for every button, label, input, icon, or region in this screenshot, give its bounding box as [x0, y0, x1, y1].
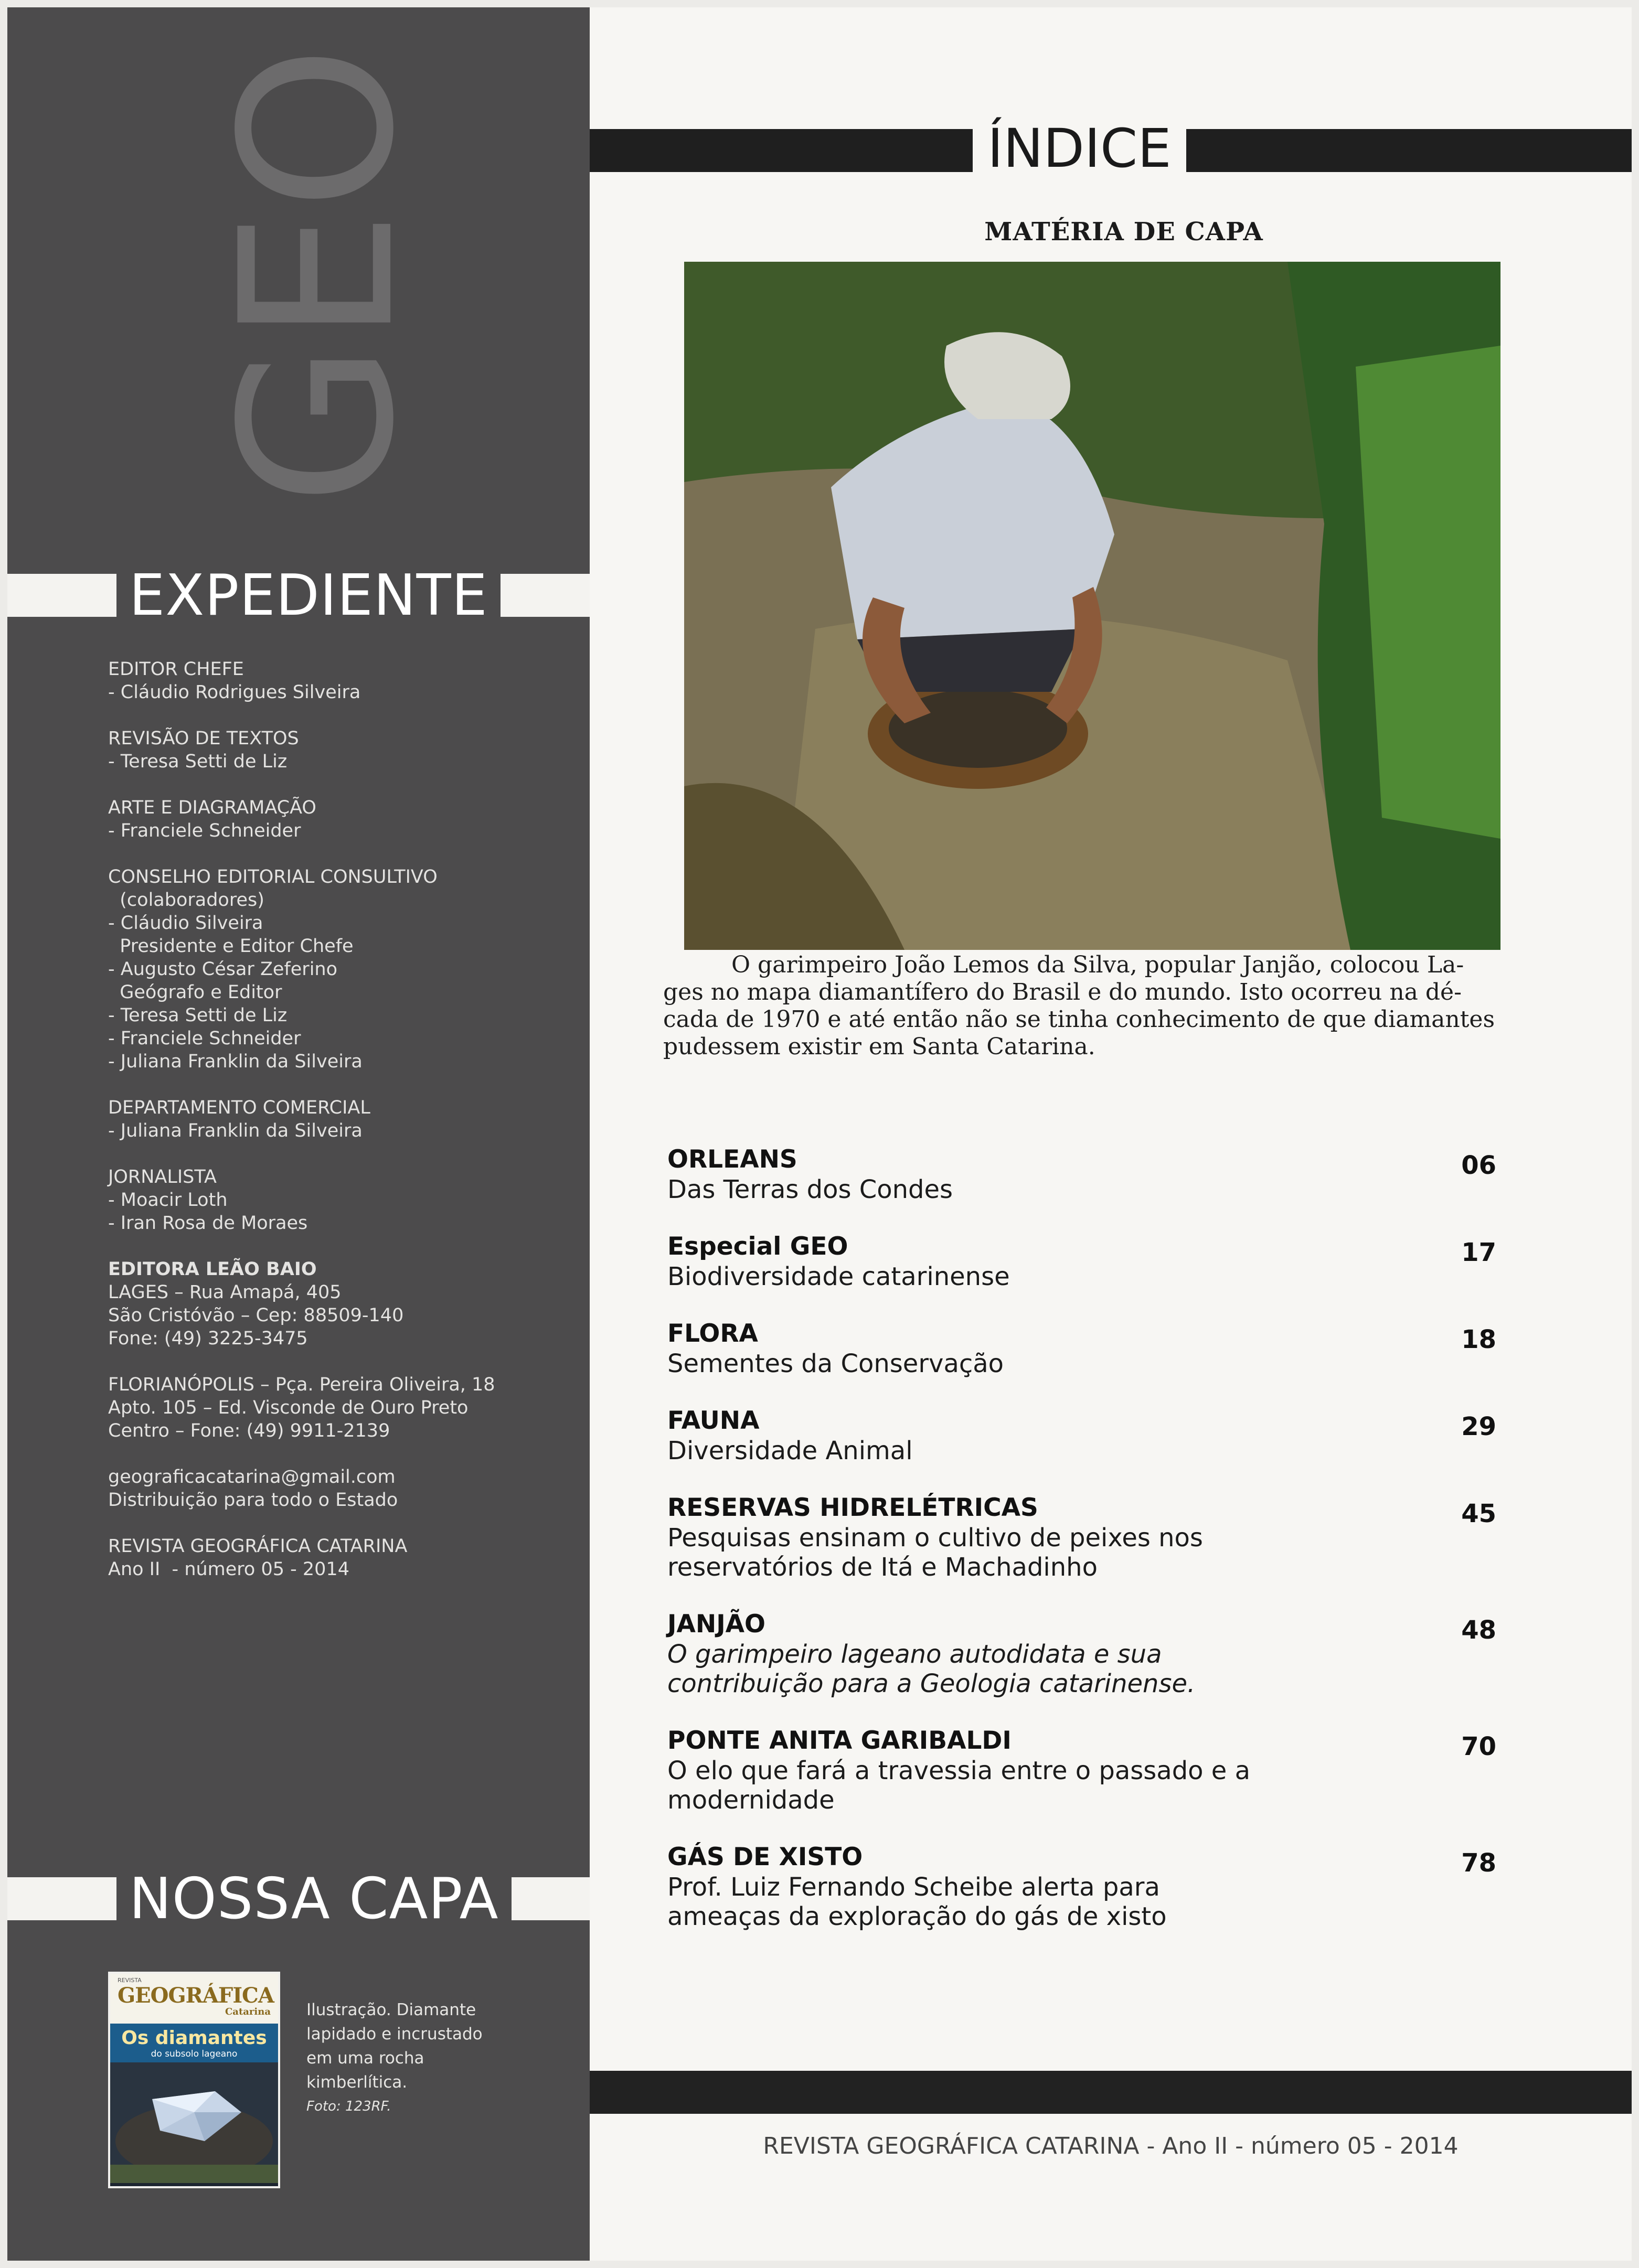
toc-entry-title: JANJÃO [667, 1610, 766, 1639]
staff-group [108, 796, 580, 842]
staff-line: Ano II - número 05 - 2014 [108, 1559, 349, 1580]
toc-entry-description: reservatórios de Itá e Machadinho [667, 1553, 1098, 1582]
toc-entry-title: GÁS DE XISTO [667, 1843, 863, 1871]
staff-group [108, 1373, 580, 1442]
staff-list [108, 658, 580, 1604]
toc-entry-description: O garimpeiro lageano autodidata e sua [667, 1640, 1162, 1669]
staff-line: - Franciele Schneider [108, 1028, 301, 1049]
toc-entry-page-number: 45 [1461, 1499, 1496, 1528]
toc-entry-title: FLORA [667, 1319, 758, 1348]
toc-entry-page-number: 48 [1461, 1616, 1496, 1645]
cover-story-photo [684, 262, 1500, 950]
table-of-contents [667, 1144, 1496, 1959]
staff-group [108, 1258, 580, 1350]
staff-line: DEPARTAMENTO COMERCIAL [108, 1097, 370, 1118]
cover-thumbnail [108, 1972, 280, 2188]
toc-entry-description: ameaças da exploração do gás de xisto [667, 1902, 1167, 1931]
staff-group [108, 1096, 580, 1142]
toc-entry-description: O elo que fará a travessia entre o passado e a [667, 1756, 1251, 1785]
staff-group [108, 727, 580, 773]
cover-thumb-name: GEOGRÁFICA [118, 1983, 274, 2008]
staff-line: FLORIANÓPOLIS – Pça. Pereira Oliveira, 18 [108, 1374, 495, 1395]
staff-line: EDITOR CHEFE [108, 659, 244, 680]
staff-line: (colaboradores) [108, 890, 264, 911]
staff-line: - Iran Rosa de Moraes [108, 1213, 308, 1234]
staff-line: - Franciele Schneider [108, 820, 301, 841]
toc-entry-page-number: 06 [1461, 1151, 1496, 1180]
nossa-capa-title: NOSSA CAPA [116, 1867, 512, 1932]
staff-line: - Juliana Franklin da Silveira [108, 1051, 363, 1072]
toc-entry-title: FAUNA [667, 1406, 760, 1435]
toc-entry[interactable] [667, 1609, 1496, 1726]
toc-entry-description: Pesquisas ensinam o cultivo de peixes nos [667, 1523, 1203, 1553]
staff-line: Fone: (49) 3225-3475 [108, 1328, 308, 1349]
staff-line: - Juliana Franklin da Silveira [108, 1120, 363, 1141]
staff-group [108, 1165, 580, 1235]
staff-line: CONSELHO EDITORIAL CONSULTIVO [108, 866, 438, 887]
staff-group [108, 865, 580, 1073]
staff-line: - Cláudio Silveira [108, 913, 263, 934]
materia-de-capa-label: MATÉRIA DE CAPA [984, 217, 1263, 247]
toc-entry[interactable] [667, 1842, 1496, 1959]
staff-line: - Teresa Setti de Liz [108, 751, 288, 772]
staff-group [108, 1535, 580, 1581]
toc-entry-description: Sementes da Conservação [667, 1349, 1004, 1378]
footer-bar [590, 2071, 1632, 2114]
toc-entry-title: RESERVAS HIDRELÉTRICAS [667, 1493, 1038, 1522]
toc-entry-description: Das Terras dos Condes [667, 1175, 953, 1204]
magazine-page [7, 7, 1632, 2261]
geo-watermark-text: GEO [196, 45, 440, 506]
staff-line: - Augusto César Zeferino [108, 959, 338, 980]
staff-line: Geógrafo e Editor [108, 982, 282, 1003]
toc-entry-title: Especial GEO [667, 1232, 848, 1261]
toc-entry-title: ORLEANS [667, 1145, 797, 1174]
toc-entry-description: Biodiversidade catarinense [667, 1262, 1010, 1291]
staff-line: Distribuição para todo o Estado [108, 1490, 398, 1511]
staff-line: Presidente e Editor Chefe [108, 936, 354, 957]
cover-caption-line: Ilustração. Diamante [306, 2000, 476, 2019]
toc-entry-description: modernidade [667, 1785, 835, 1815]
staff-line: Apto. 105 – Ed. Visconde de Ouro Preto [108, 1397, 469, 1418]
cover-caption-line: lapidado e incrustado [306, 2025, 483, 2044]
toc-entry-page-number: 29 [1461, 1412, 1496, 1441]
toc-entry[interactable] [667, 1726, 1496, 1842]
geo-watermark [144, 7, 448, 553]
toc-entry-title: PONTE ANITA GARIBALDI [667, 1726, 1012, 1755]
cover-thumb-headline: Os diamantes [121, 2027, 267, 2049]
toc-entry[interactable] [667, 1232, 1496, 1319]
staff-line: LAGES – Rua Amapá, 405 [108, 1282, 342, 1303]
toc-entry-description: contribuição para a Geologia catarinense. [667, 1669, 1196, 1698]
toc-entry-description: Diversidade Animal [667, 1436, 913, 1465]
toc-entry-page-number: 17 [1461, 1238, 1496, 1267]
toc-entry[interactable] [667, 1493, 1496, 1609]
lead-line: cada de 1970 e até então não se tinha conhecimento de que diamantes [663, 1006, 1495, 1033]
cover-thumb-small: REVISTA [118, 1977, 142, 1984]
staff-line: REVISTA GEOGRÁFICA CATARINA [108, 1536, 408, 1557]
cover-thumb-sub: Catarina [225, 2006, 271, 2017]
toc-entry-page-number: 78 [1461, 1848, 1496, 1878]
cover-thumb-subline: do subsolo lageano [151, 2049, 238, 2059]
cover-diamond-illustration [110, 2062, 278, 2183]
footer-text: REVISTA GEOGRÁFICA CATARINA - Ano II - número 05 - 2014 [763, 2133, 1459, 2159]
staff-line: - Cláudio Rodrigues Silveira [108, 682, 361, 703]
staff-heading: EDITORA LEÃO BAIO [108, 1259, 317, 1280]
staff-line: Centro – Fone: (49) 9911-2139 [108, 1420, 390, 1441]
toc-entry[interactable] [667, 1319, 1496, 1406]
staff-group [108, 1465, 580, 1512]
staff-line: São Cristóvão – Cep: 88509-140 [108, 1305, 404, 1326]
cover-story-lead [663, 951, 1503, 1061]
staff-line: REVISÃO DE TEXTOS [108, 728, 299, 749]
toc-entry[interactable] [667, 1406, 1496, 1493]
lead-line: pudessem existir em Santa Catarina. [663, 1033, 1095, 1060]
indice-title: ÍNDICE [973, 112, 1186, 186]
toc-entry-page-number: 70 [1461, 1732, 1496, 1761]
cover-photo-credit: Foto: 123RF. [306, 2099, 391, 2114]
expediente-title: EXPEDIENTE [116, 563, 501, 628]
staff-line: - Teresa Setti de Liz [108, 1005, 288, 1026]
expediente-sidebar [7, 7, 590, 2261]
staff-line: JORNALISTA [108, 1167, 217, 1188]
staff-line: - Moacir Loth [108, 1190, 228, 1211]
staff-group [108, 658, 580, 704]
staff-line: ARTE E DIAGRAMAÇÃO [108, 797, 316, 818]
toc-entry[interactable] [667, 1144, 1496, 1232]
cover-caption-line: kimberlítica. [306, 2073, 408, 2092]
lead-line: ges no mapa diamantífero do Brasil e do mundo. Isto ocorreu na dé- [663, 979, 1462, 1005]
toc-entry-description: Prof. Luiz Fernando Scheibe alerta para [667, 1873, 1160, 1902]
staff-line: geograficacatarina@gmail.com [108, 1467, 396, 1488]
cover-caption-line: em uma rocha [306, 2049, 424, 2068]
lead-line: O garimpeiro João Lemos da Silva, popular Janjão, colocou La- [731, 951, 1464, 978]
toc-entry-page-number: 18 [1461, 1325, 1496, 1354]
cover-caption [306, 1998, 527, 2119]
